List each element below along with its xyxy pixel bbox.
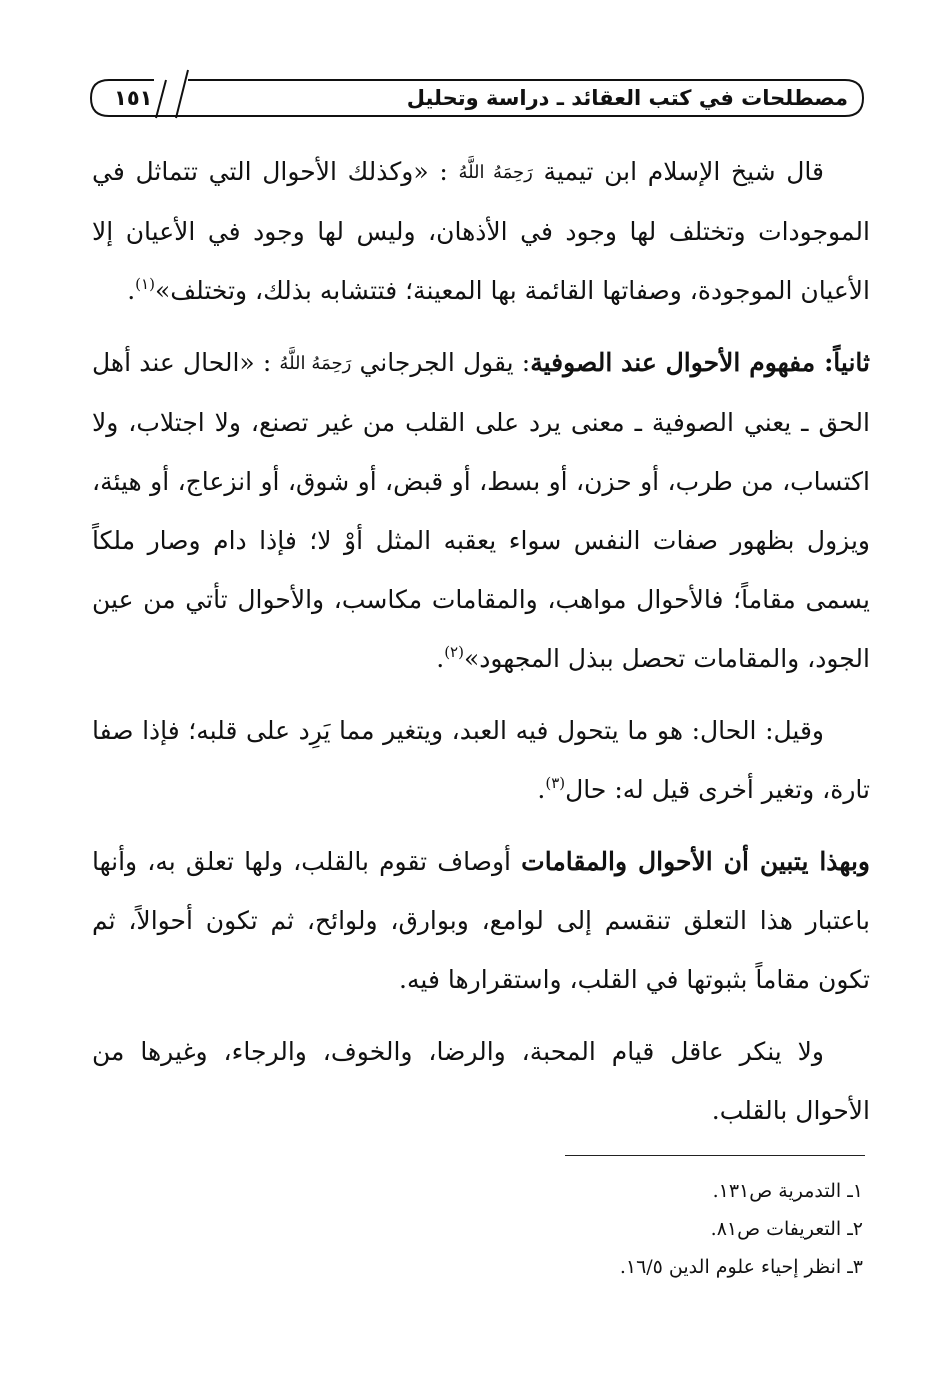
paragraph-text: . — [127, 276, 136, 305]
paragraph-text: . — [537, 775, 546, 804]
paragraph — [92, 832, 870, 1009]
section-heading: وبهذا يتبين أن الأحوال والمقامات — [521, 847, 870, 876]
paragraph-text: أوصاف تقوم بالقلب، ولها تعلق به، وأنها باعتبار هذا التعلق تنقسم إلى لوامع، وبوارق، ولوائح، ثم تكون أحوالاً، ثم تكون مقاماً بثبوتها في القلب، واستقرارها فيه. — [92, 847, 870, 994]
running-header — [88, 76, 866, 120]
footnote-reference: (٣) — [545, 774, 566, 792]
running-title: مصطلحات في كتب العقائد ـ دراسة وتحليل — [406, 86, 848, 110]
paragraph — [92, 701, 870, 819]
paragraph — [92, 1022, 870, 1140]
paragraph-text: . — [436, 644, 445, 673]
paragraph-text: قال شيخ الإسلام ابن تيمية — [532, 157, 824, 186]
paragraph-text: : «الحال عند أهل الحق ـ يعني الصوفية ـ معنى يرد على القلب من غير تصنع، ولا اجتلاب، ولا اكتساب، من طرب، أو حزن، أو بسط، أو قبض، أو شوق، أو انزعاج، أو هيئة، ويزول بظهور صفات النفس سواء يعقبه المثل أوْ لا؛ فإذا دام وصار ملكاً يسمى مقاماً؛ فالأحوال مواهب، والمقامات مكاسب، والأحوال تأتي من عين الجود، والمقامات تحصل ببذل المجهود» — [92, 348, 870, 673]
paragraph — [92, 142, 870, 320]
paragraph — [92, 333, 870, 688]
paragraph-text: وقيل: الحال: هو ما يتحول فيه العبد، ويتغير مما يَرِد على قلبه؛ فإذا صفا تارة، وتغير أخرى قيل له: حال — [92, 716, 870, 804]
footnote: ٣ـ انظر إحياء علوم الدين ١٦/٥. — [619, 1256, 863, 1278]
footnote: ١ـ التدمرية ص١٣١. — [712, 1180, 863, 1202]
footnote-divider — [565, 1155, 865, 1156]
footnote: ٢ـ التعريفات ص٨١. — [710, 1218, 863, 1240]
page-number: ١٥١ — [114, 86, 153, 110]
footnotes — [363, 1172, 863, 1286]
honorific-glyph: رَحِمَهُ اللَّهُ — [279, 353, 352, 374]
main-text — [92, 142, 870, 1153]
paragraph-text: : يقول الجرجاني — [351, 348, 531, 377]
footnote-reference: (٢) — [444, 643, 464, 661]
honorific-glyph: رَحِمَهُ اللَّهُ — [458, 162, 533, 183]
footnote-reference: (١) — [135, 275, 155, 293]
paragraph-text: ولا ينكر عاقل قيام المحبة، والرضا، والخوف، والرجاء، وغيرها من الأحوال بالقلب. — [92, 1037, 870, 1125]
section-heading: ثانياً: مفهوم الأحوال عند الصوفية — [530, 348, 870, 377]
paragraph-text: : «وكذلك الأحوال التي تتماثل في الموجودات وتختلف لها وجود في الأذهان، وليس لها وجود في الأعيان إلا الأعيان الموجودة، وصفاتها القائمة بها المعينة؛ فتتشابه بذلك، وتختلف» — [92, 157, 870, 305]
